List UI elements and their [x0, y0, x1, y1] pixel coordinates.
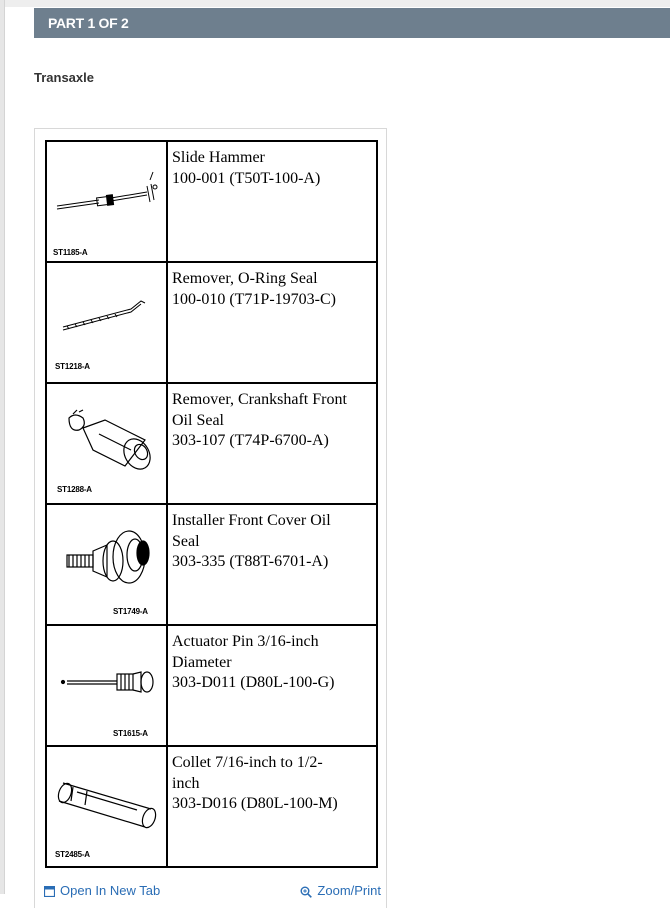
tool-description [167, 625, 377, 746]
section-header [34, 8, 670, 38]
figure-id: ST1185-A [53, 248, 88, 257]
actuator-pin-icon [47, 626, 166, 745]
zoom-icon [300, 886, 312, 898]
open-new-tab-icon [44, 886, 55, 897]
tool-image-cell [46, 504, 167, 625]
section-header-title: PART 1 OF 2 [48, 15, 129, 31]
tool-name: Actuator Pin 3/16-inch [172, 633, 319, 650]
tool-description [167, 141, 377, 262]
table-row [46, 504, 377, 625]
section-subtitle: Transaxle [34, 70, 94, 85]
table-row [46, 625, 377, 746]
tool-description [167, 504, 377, 625]
table-row [46, 262, 377, 383]
tool-number: 303-335 (T88T-6701-A) [172, 553, 329, 570]
table-row [46, 383, 377, 504]
tool-number: 303-D016 (D80L-100-M) [172, 795, 338, 812]
seal-installer-icon [47, 505, 166, 624]
tool-image-cell [46, 141, 167, 262]
tool-number: 303-107 (T74P-6700-A) [172, 432, 329, 449]
tool-number: 100-001 (T50T-100-A) [172, 169, 321, 187]
collet-icon [47, 747, 166, 866]
tool-description [167, 383, 377, 504]
tool-number: 100-010 (T71P-19703-C) [172, 290, 336, 308]
open-in-new-tab-link[interactable] [44, 883, 160, 898]
tool-image-cell [46, 625, 167, 746]
special-tools-table [45, 140, 378, 868]
tool-name: Installer Front Cover Oil [172, 512, 331, 529]
figure-id: ST2485-A [55, 850, 90, 859]
tool-name-cont: Diameter [172, 653, 232, 671]
tool-name-cont: Oil Seal [172, 411, 224, 429]
table-row [46, 141, 377, 262]
figure-id: ST1749-A [113, 607, 148, 616]
tool-image-cell [46, 262, 167, 383]
figure-id: ST1288-A [57, 485, 92, 494]
tool-number: 303-D011 (D80L-100-G) [172, 674, 335, 691]
open-in-new-tab-label: Open In New Tab [60, 883, 161, 898]
tool-name: Remover, O-Ring Seal [172, 270, 318, 287]
figure-id: ST1218-A [55, 362, 90, 371]
table-row [46, 746, 377, 867]
tool-image-cell [46, 383, 167, 504]
tool-name-cont: inch [172, 774, 200, 792]
left-border [0, 0, 5, 894]
zoom-print-label: Zoom/Print [317, 883, 381, 898]
tool-name: Slide Hammer [172, 149, 265, 166]
tool-description [167, 746, 377, 867]
tool-name: Collet 7/16-inch to 1/2- [172, 754, 323, 771]
top-border [0, 0, 670, 7]
figure-id: ST1615-A [113, 729, 148, 738]
zoom-print-link[interactable] [300, 883, 381, 898]
tool-image-cell [46, 746, 167, 867]
tool-description [167, 262, 377, 383]
tool-name: Remover, Crankshaft Front [172, 391, 347, 408]
tool-name-cont: Seal [172, 532, 200, 550]
slide-hammer-icon [47, 142, 166, 261]
